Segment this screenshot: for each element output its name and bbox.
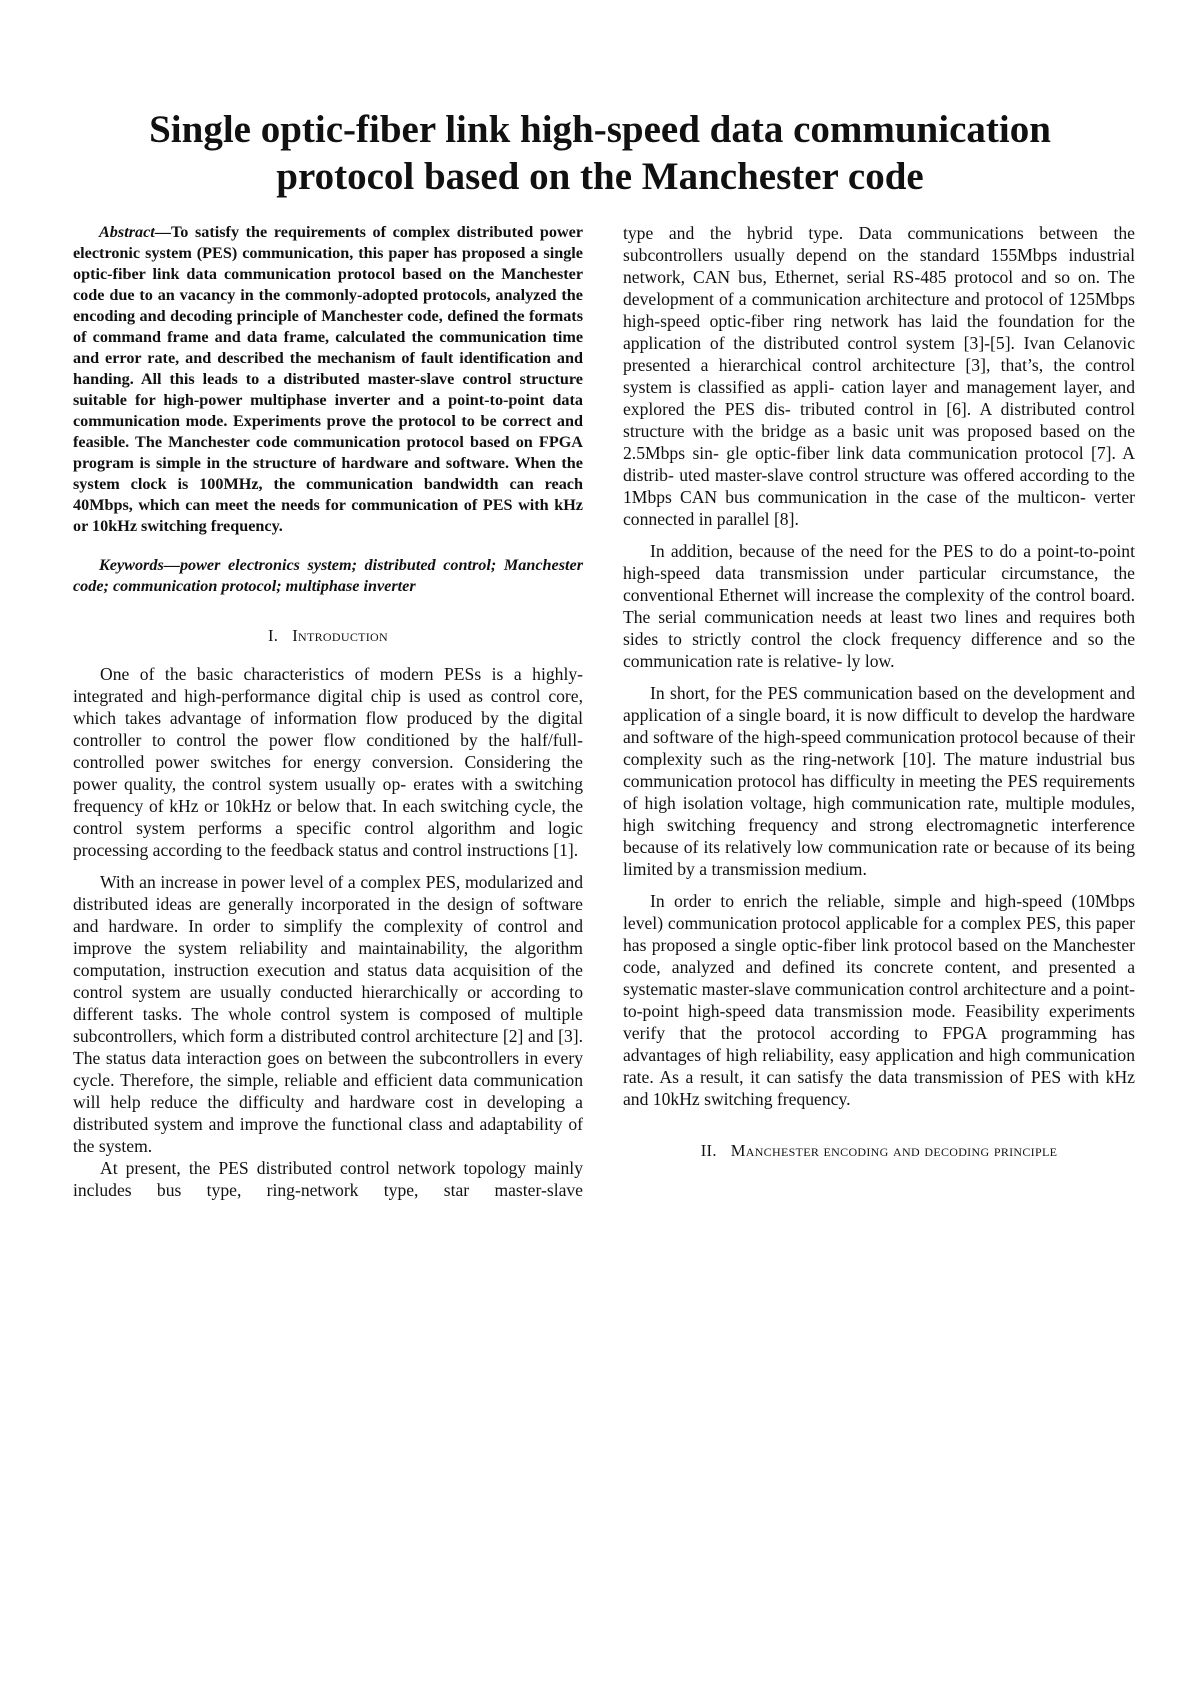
- body-paragraph: One of the basic characteristics of modern PESs is a highly- integrated and high-performance digital chip is used as control core, which takes advantage of information flow produced by the digital controller to control the power flow conditioned by the half/full-controlled power switches for energy conversion. Considering the power quality, the control system usually op- erates with a switching frequency of kHz or 10kHz or below that. In each switching cycle, the control system performs a specific control algorithm and logic processing according to the feedback status and control instructions [1].: [73, 664, 583, 860]
- body-paragraph: In short, for the PES communication based on the development and application of a single board, it is now difficult to develop the hardware and software of the high-speed communication protocol because of their complexity such as the ring-network [10]. The mature industrial bus communication protocol has difficulty in meeting the PES requirements of high isolation voltage, high communication rate, multiple modules, high switching frequency and strong electromagnetic interference because of its relatively low communication rate or because of its being limited by a transmission medium.: [623, 683, 1135, 879]
- section-heading-manchester: [623, 1140, 1135, 1162]
- section-number: I.: [268, 626, 279, 645]
- abstract: [73, 222, 583, 537]
- section-number: II.: [700, 1141, 717, 1160]
- section-title: Introduction: [292, 626, 388, 645]
- right-column: [623, 222, 1135, 1162]
- body-paragraph-continued: type and the hybrid type. Data communications between the subcontrollers usually depend on the standard 155Mbps industrial network, CAN bus, Ethernet, serial RS-485 protocol and so on. The development of a communication architecture and protocol of 125Mbps high-speed optic-fiber ring network has laid the foundation for the application of the distributed control system [3]-[5]. Ivan Celanovic presented a hierarchical control architecture [3], that’s, the control system is classified as appli- cation layer and management layer, and explored the PES dis- tributed control in [6]. A distributed control structure with the bridge as a basic unit was proposed based on the 2.5Mbps sin- gle optic-fiber link data communication protocol [7]. A distrib- uted master-slave control structure was offered according to the 1Mbps CAN bus communication in the case of the multicon- verter connected in parallel [8].: [623, 223, 1135, 529]
- left-column: [73, 222, 583, 1201]
- body-paragraph: In addition, because of the need for the PES to do a point-to-point high-speed data transmission under particular circumstance, the conventional Ethernet will increase the complexity of the control board. The serial communication needs at least two lines and requires both sides to strictly control the clock frequency difference and so the communication rate is relative- ly low.: [623, 541, 1135, 671]
- paper-title: [110, 106, 1090, 200]
- body-paragraph: In order to enrich the reliable, simple and high-speed (10Mbps level) communication protocol applicable for a complex PES, this paper has proposed a single optic-fiber link protocol based on the Manchester code, analyzed and defined its concrete content, and presented a systematic master-slave communication control architecture and a point-to-point high-speed data transmission mode. Feasibility experiments verify that the protocol according to FPGA programming has advantages of high reliability, easy application and high communication rate. As a result, it can satisfy the data transmission of PES with kHz and 10kHz switching frequency.: [623, 891, 1135, 1109]
- section-heading-introduction: [73, 625, 583, 647]
- body-paragraph-text: At present, the PES distributed control network topology mainly includes bus type, ring-network type, star master-slave: [73, 1158, 583, 1200]
- abstract-label: Abstract: [99, 223, 155, 241]
- title-line-1: Single optic-fiber link high-speed data communication: [149, 108, 1051, 151]
- body-paragraph: With an increase in power level of a complex PES, modularized and distributed ideas are generally incorporated in the design of software and hardware. In order to simplify the complexity of control and improve the system reliability and maintainability, the algorithm computation, instruction execution and status data acquisition of the control system are usually conducted hierarchically or according to different tasks. The whole control system is composed of multiple subcontrollers, which form a distributed control architecture [2] and [3]. The status data interaction goes on between the subcontrollers in every cycle. Therefore, the simple, reliable and efficient data communication will help reduce the difficulty and hardware cost in developing a distributed system and improve the functional class and adaptability of the system.: [73, 872, 583, 1156]
- keywords-label: Keywords: [99, 556, 164, 574]
- keywords: [73, 555, 583, 597]
- abstract-dash: —: [154, 223, 171, 241]
- title-line-2: protocol based on the Manchester code: [276, 155, 924, 198]
- keywords-dash: —: [163, 556, 180, 574]
- body-paragraph: [73, 1157, 583, 1201]
- abstract-text: To satisfy the requirements of complex distributed power electronic system (PES) communication, this paper has proposed a single optic-fiber link data communication protocol based on the Manchester code due to an vacancy in the commonly-adopted protocols, analyzed the encoding and decoding principle of Manchester code, defined the formats of command frame and data frame, calculated the communication time and error rate, and described the mechanism of fault identification and handing. All this leads to a distributed master-slave control structure suitable for high-power multiphase inverter and a point-to-point data communication mode. Experiments prove the protocol to be correct and feasible. The Manchester code communication protocol based on FPGA program is simple in the structure of hardware and software. When the system clock is 100MHz, the communication bandwidth can reach 40Mbps, which can meet the needs for communication of PES with kHz or 10kHz switching frequency.: [73, 223, 583, 535]
- section-title: Manchester encoding and decoding principle: [730, 1141, 1058, 1160]
- keywords-text: power electronics system; distributed control; Manchester code; communication protocol; multiphase inverter: [73, 556, 583, 595]
